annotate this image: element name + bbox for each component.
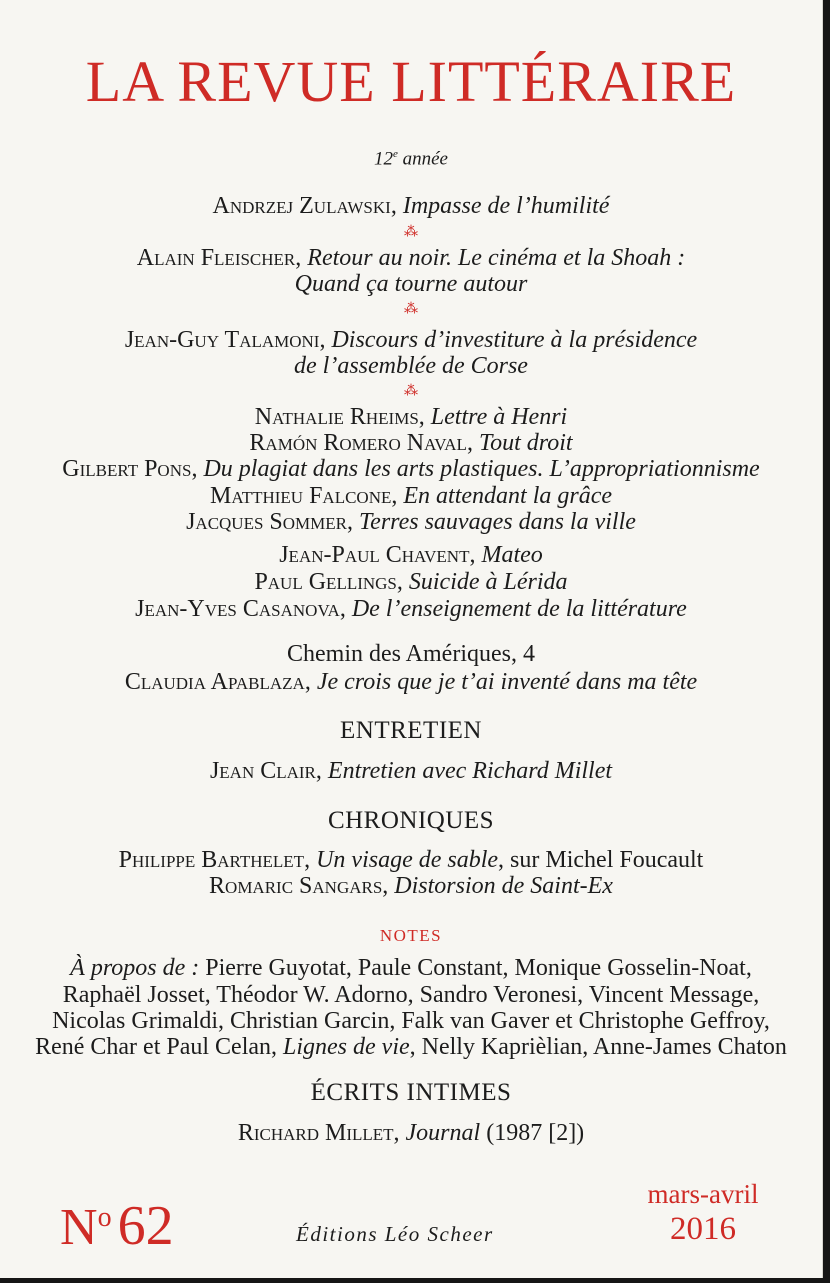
edition-year: 12e année	[373, 148, 448, 170]
issue-date	[628, 1178, 778, 1248]
contents-entry: Jean Clair, Entretien avec Richard Millet	[209, 758, 613, 784]
contents-entry: Richard Millet, Journal (1987 [2])	[237, 1120, 585, 1146]
separator-ornament: ⁂	[404, 302, 418, 317]
notes-line: À propos de : Pierre Guyotat, Paule Constant, Monique Gosselin-Noat,	[70, 955, 752, 981]
section-heading-ecrits-intimes: ÉCRITS INTIMES	[310, 1079, 512, 1106]
contents-entry: Ramón Romero Naval, Tout droit	[249, 430, 573, 456]
separator-ornament: ⁂	[404, 225, 418, 240]
contents-entry: Alain Fleischer, Retour au noir. Le cinéma et la Shoah :	[136, 245, 686, 271]
contents-entry: Matthieu Falcone, En attendant la grâce	[209, 483, 613, 509]
contents-entry: Claudia Apablaza, Je crois que je t’ai inventé dans ma tête	[124, 669, 698, 695]
section-heading-chroniques: CHRONIQUES	[327, 807, 495, 834]
notes-line: Nicolas Grimaldi, Christian Garcin, Falk van Gaver et Christophe Geffroy,	[52, 1008, 770, 1034]
notes-line: Raphaël Josset, Théodor W. Adorno, Sandro Veronesi, Vincent Message,	[62, 982, 760, 1008]
contents-entry: Nathalie Rheims, Lettre à Henri	[254, 404, 568, 430]
contents-entry: Andrzej Zulawski, Impasse de l’humilité	[212, 193, 610, 219]
contents-entry: Romaric Sangars, Distorsion de Saint-Ex	[209, 873, 613, 899]
section-heading-notes: NOTES	[379, 926, 443, 945]
contents-entry: Jean-Yves Casanova, De l’enseignement de la littérature	[135, 596, 687, 622]
issue-year: 2016	[670, 1211, 736, 1247]
notes-line: René Char et Paul Celan, Lignes de vie, Nelly Kaprièlian, Anne-James Chaton	[35, 1034, 787, 1060]
issue-number: $N^o$ 62	[60, 1195, 174, 1257]
contents-entry: Paul Gellings, Suicide à Lérida	[254, 569, 568, 595]
publisher-name: Éditions Léo Scheer	[296, 1222, 494, 1246]
separator-ornament: ⁂	[404, 384, 418, 399]
contents-entry: Gilbert Pons, Du plagiat dans les arts plastiques. L’appropriationnisme	[62, 456, 760, 482]
contents-entry: Jean-Paul Chavent, Mateo	[279, 542, 543, 568]
contents-entry-continued: Quand ça tourne autour	[294, 271, 528, 297]
contents-entry: Philippe Barthelet, Un visage de sable, sur Michel Foucault	[118, 847, 704, 873]
contents-entry: Jacques Sommer, Terres sauvages dans la ville	[186, 509, 636, 535]
magazine-title: LA REVUE LITTÉRAIRE	[85, 49, 737, 114]
issue-months: mars-avril	[647, 1179, 759, 1209]
series-heading: Chemin des Amériques, 4	[287, 641, 535, 667]
contents-entry-continued: de l’assemblée de Corse	[294, 353, 528, 379]
contents-entry: Jean-Guy Talamoni, Discours d’investiture à la présidence	[124, 327, 698, 353]
section-heading-entretien: ENTRETIEN	[340, 717, 482, 744]
